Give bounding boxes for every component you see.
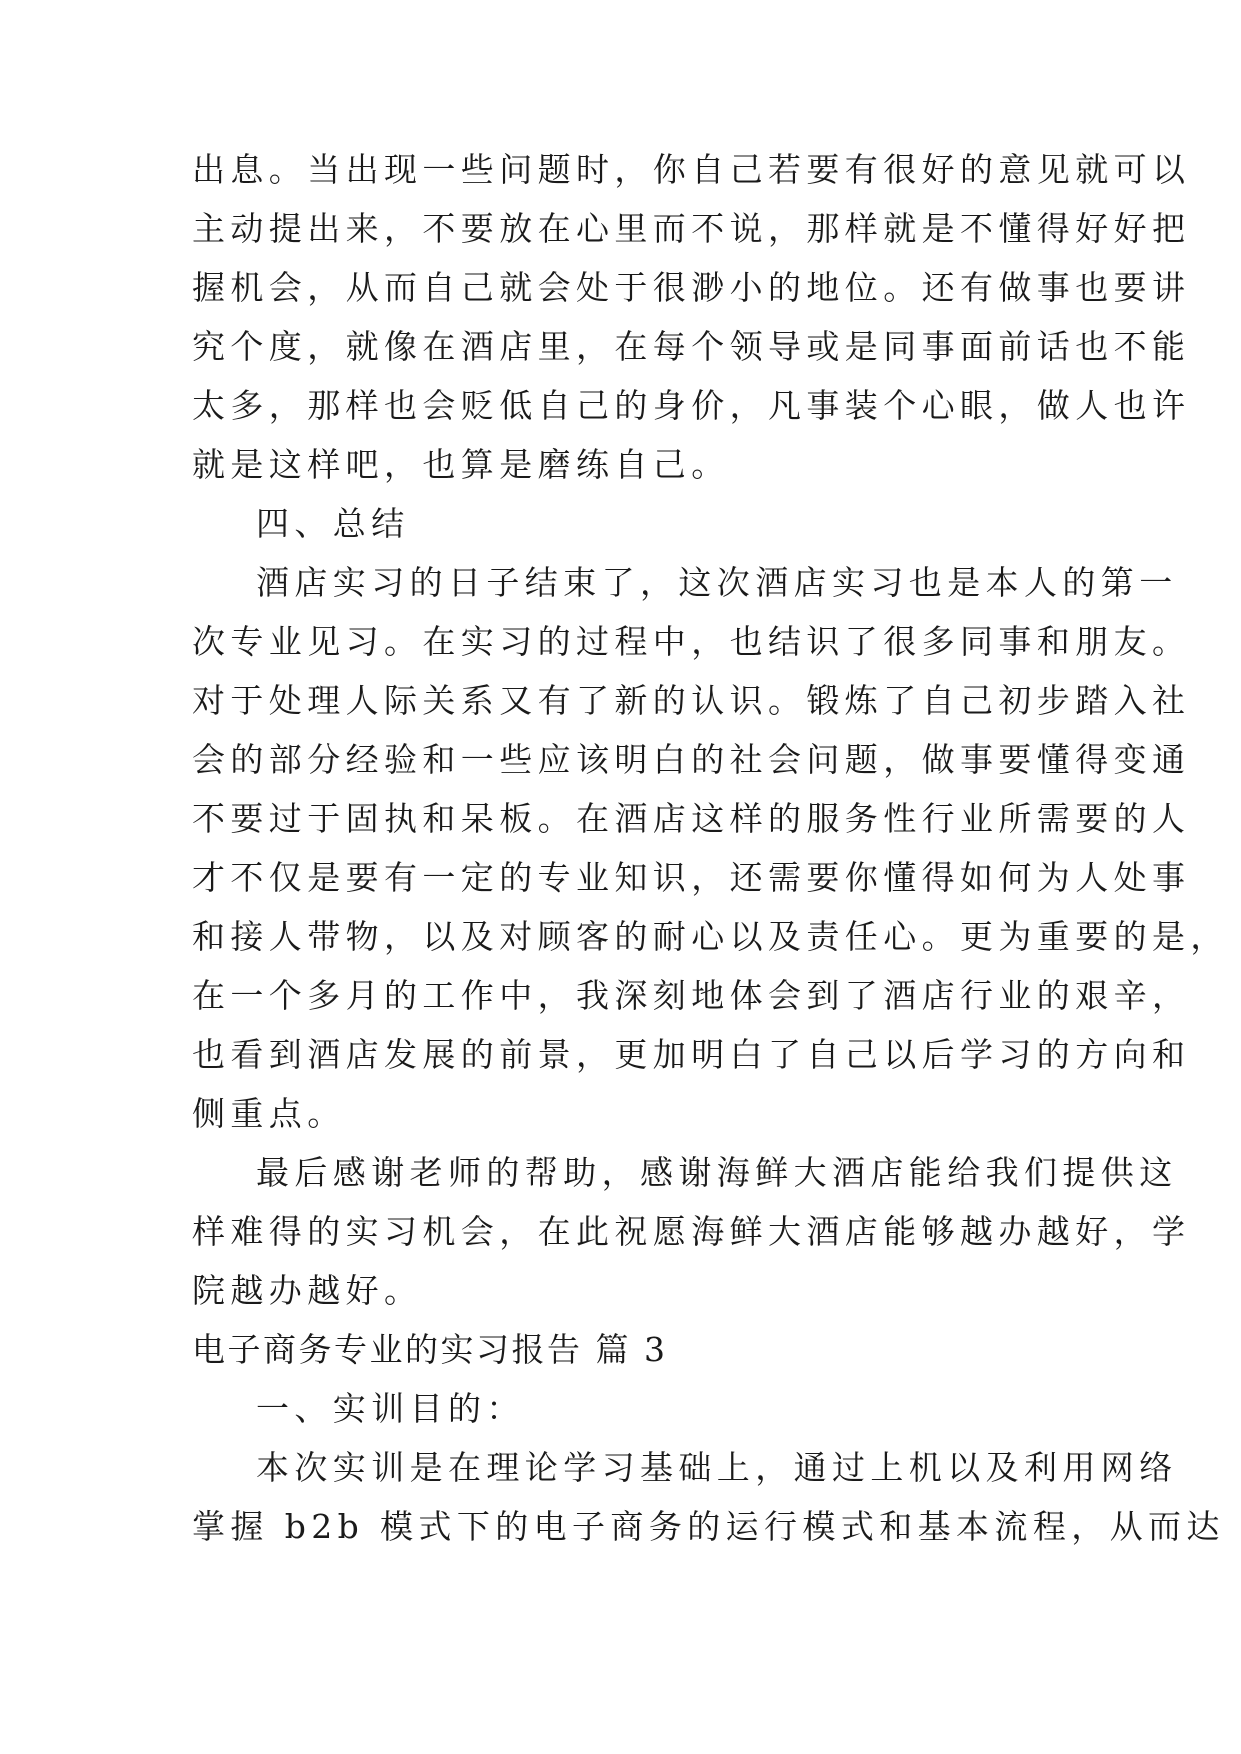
section-heading: 一、实训目的： [256,1389,525,1428]
paragraph-line: 握机会，从而自己就会处于很渺小的地位。还有做事也要讲 [192,268,1191,307]
paragraph-line: 对于处理人际关系又有了新的认识。锻炼了自己初步踏入社 [192,681,1191,720]
paragraph-line: 次专业见习。在实习的过程中，也结识了很多同事和朋友。 [192,622,1191,661]
paragraph-line: 院越办越好。 [192,1271,423,1310]
paragraph-line: 主动提出来，不要放在心里而不说，那样就是不懂得好好把 [192,209,1191,248]
paragraph-line: 出息。当出现一些问题时，你自己若要有很好的意见就可以 [192,150,1191,189]
paragraph-line: 本次实训是在理论学习基础上，通过上机以及利用网络 [256,1448,1178,1487]
paragraph-line: 也看到酒店发展的前景，更加明白了自己以后学习的方向和 [192,1035,1191,1074]
paragraph-line: 掌握 b2b 模式下的电子商务的运行模式和基本流程，从而达 [192,1507,1225,1546]
paragraph-line: 样难得的实习机会，在此祝愿海鲜大酒店能够越办越好，学 [192,1212,1191,1251]
report-title: 电子商务专业的实习报告 篇 3 [192,1330,668,1369]
paragraph-line: 就是这样吧，也算是磨练自己。 [192,445,730,484]
paragraph-line: 究个度，就像在酒店里，在每个领导或是同事面前话也不能 [192,327,1191,366]
paragraph-line: 在一个多月的工作中，我深刻地体会到了酒店行业的艰辛， [192,976,1191,1015]
paragraph-line: 太多，那样也会贬低自己的身价，凡事装个心眼，做人也许 [192,386,1191,425]
paragraph-line: 不要过于固执和呆板。在酒店这样的服务性行业所需要的人 [192,799,1191,838]
paragraph-line: 最后感谢老师的帮助，感谢海鲜大酒店能给我们提供这 [256,1153,1178,1192]
paragraph-line: 侧重点。 [192,1094,346,1133]
paragraph-line: 才不仅是要有一定的专业知识，还需要你懂得如何为人处事 [192,858,1191,897]
section-heading: 四、总结 [256,504,410,543]
paragraph-line: 酒店实习的日子结束了，这次酒店实习也是本人的第一 [256,563,1178,602]
paragraph-line: 会的部分经验和一些应该明白的社会问题，做事要懂得变通 [192,740,1191,779]
paragraph-line: 和接人带物，以及对顾客的耐心以及责任心。更为重要的是， [192,917,1229,956]
